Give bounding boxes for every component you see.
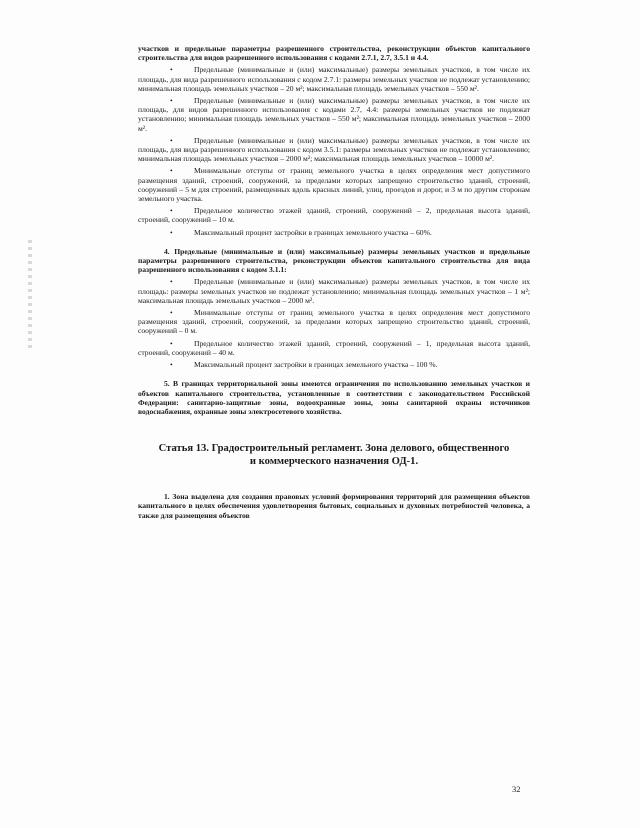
bullet-icon: •	[170, 227, 173, 237]
bullet-icon: •	[170, 166, 173, 176]
bullet-icon: •	[170, 277, 173, 287]
list-item: • Минимальные отступы от границ земельного участка в целях определения мест допустимого размещения зданий, строений, сооружений, за пределами которых запрещено строительство зданий, строений, сооружений – 0 м.	[138, 308, 530, 336]
scan-edge-artifact	[28, 240, 32, 350]
bullet-icon: •	[170, 360, 173, 370]
article-heading-line1: Статья 13. Градостроительный регламент. Зона делового, общественного	[158, 443, 510, 455]
list-item: • Предельное количество этажей зданий, строений, сооружений – 1, предельная высота зданий, строений, сооружений – 40 м.	[138, 338, 530, 357]
section-intro: участков и предельные параметры разрешенного строительства, реконструкции объектов капитального строительства для видов разрешенного использования с кодами 2.7.1, 2.7, 3.5.1 и 4.4.	[138, 44, 530, 63]
page-content	[138, 44, 530, 520]
page-number: 32	[512, 784, 521, 794]
list-item: • Предельные (минимальные и (или) максимальные) размеры земельных участков, в том числе их площадь: размеры земельных участков не подлежат установлению; минимальная площадь земельных участков – 1 м²; максимальная площадь земельных участков – 2000 м².	[138, 277, 530, 305]
article-heading-line2: и коммерческого назначения ОД-1.	[249, 456, 419, 468]
bullet-icon: •	[170, 206, 173, 216]
bullet-icon: •	[170, 65, 173, 75]
item-4-heading: 4. Предельные (минимальные и (или) максимальные) размеры земельных участков и предельные параметры разрешенного строительства, реконструкции объектов капитального строительства для вида разрешенного использования с кодом 3.1.1:	[138, 246, 530, 275]
list-item: • Предельные (минимальные и (или) максимальные) размеры земельных участков, в том числе их площадь, для вида разрешенного использования с кодом 3.5.1: размеры земельных участков не подлежат установлению; минимальная площадь земельных участков – 2000 м²; максимальная площадь земельных участков – 10000 м².	[138, 135, 530, 164]
list-item: • Максимальный процент застройки в границах земельного участка – 100 %.	[170, 360, 438, 370]
bullet-icon: •	[170, 308, 173, 318]
block1-bullet-list	[138, 65, 530, 236]
list-item: • Предельные (минимальные и (или) максимальные) размеры земельных участков, в том числе их площадь, для вида разрешенного использования с кодом 2.7.1: размеры земельных участков не подлежат установлению; минимальная площадь земельных участков – 20 м²; максимальная площадь земельных участков – 550 м².	[138, 65, 530, 93]
bullet-icon: •	[170, 135, 173, 145]
list-item: • Предельное количество этажей зданий, строений, сооружений – 2, предельная высота зданий, строений, сооружений – 10 м.	[138, 206, 530, 225]
block2-bullet-list	[138, 277, 530, 369]
item-5-restrictions: 5. В границах территориальной зоны имеются ограничения по использованию земельных участков и объектов капитального строительства, установленные в соответствии с законодательством Российской Федерации: санитарно-защитные зоны, водоохранные зоны, зоны санитарной охраны источников водоснабжения, охранные зоны электросетевого хозяйства.	[138, 379, 530, 416]
bullet-icon: •	[170, 338, 173, 348]
list-item: • Минимальные отступы от границ земельного участка в целях определения мест допустимого размещения зданий, строений, сооружений, за пределами которых запрещено строительство зданий, строений, сооружений – 5 м для строений, размещенных вдоль красных линий, улиц, проездов и дорог, и 3 м по другим сторонам земельного участка.	[138, 166, 530, 204]
list-item: • Максимальный процент застройки в границах земельного участка – 60%.	[170, 227, 432, 237]
item-1-text: 1. Зона выделена для создания правовых условий формирования территорий для размещения объектов капитального в целях обеспечения удовлетворения бытовых, социальных и духовных потребностей человека, а также для размещения объектов	[138, 492, 530, 520]
bullet-icon: •	[170, 96, 173, 106]
list-item: • Предельные (минимальные и (или) максимальные) размеры земельных участков, в том числе их площадь, для видов разрешенного использования с кодами 2.7, 4.4: размеры земельных участков не подлежат установлению; минимальная площадь земельных участков – 550 м²; максимальная площадь земельных участков – 2000 м².	[138, 96, 530, 133]
